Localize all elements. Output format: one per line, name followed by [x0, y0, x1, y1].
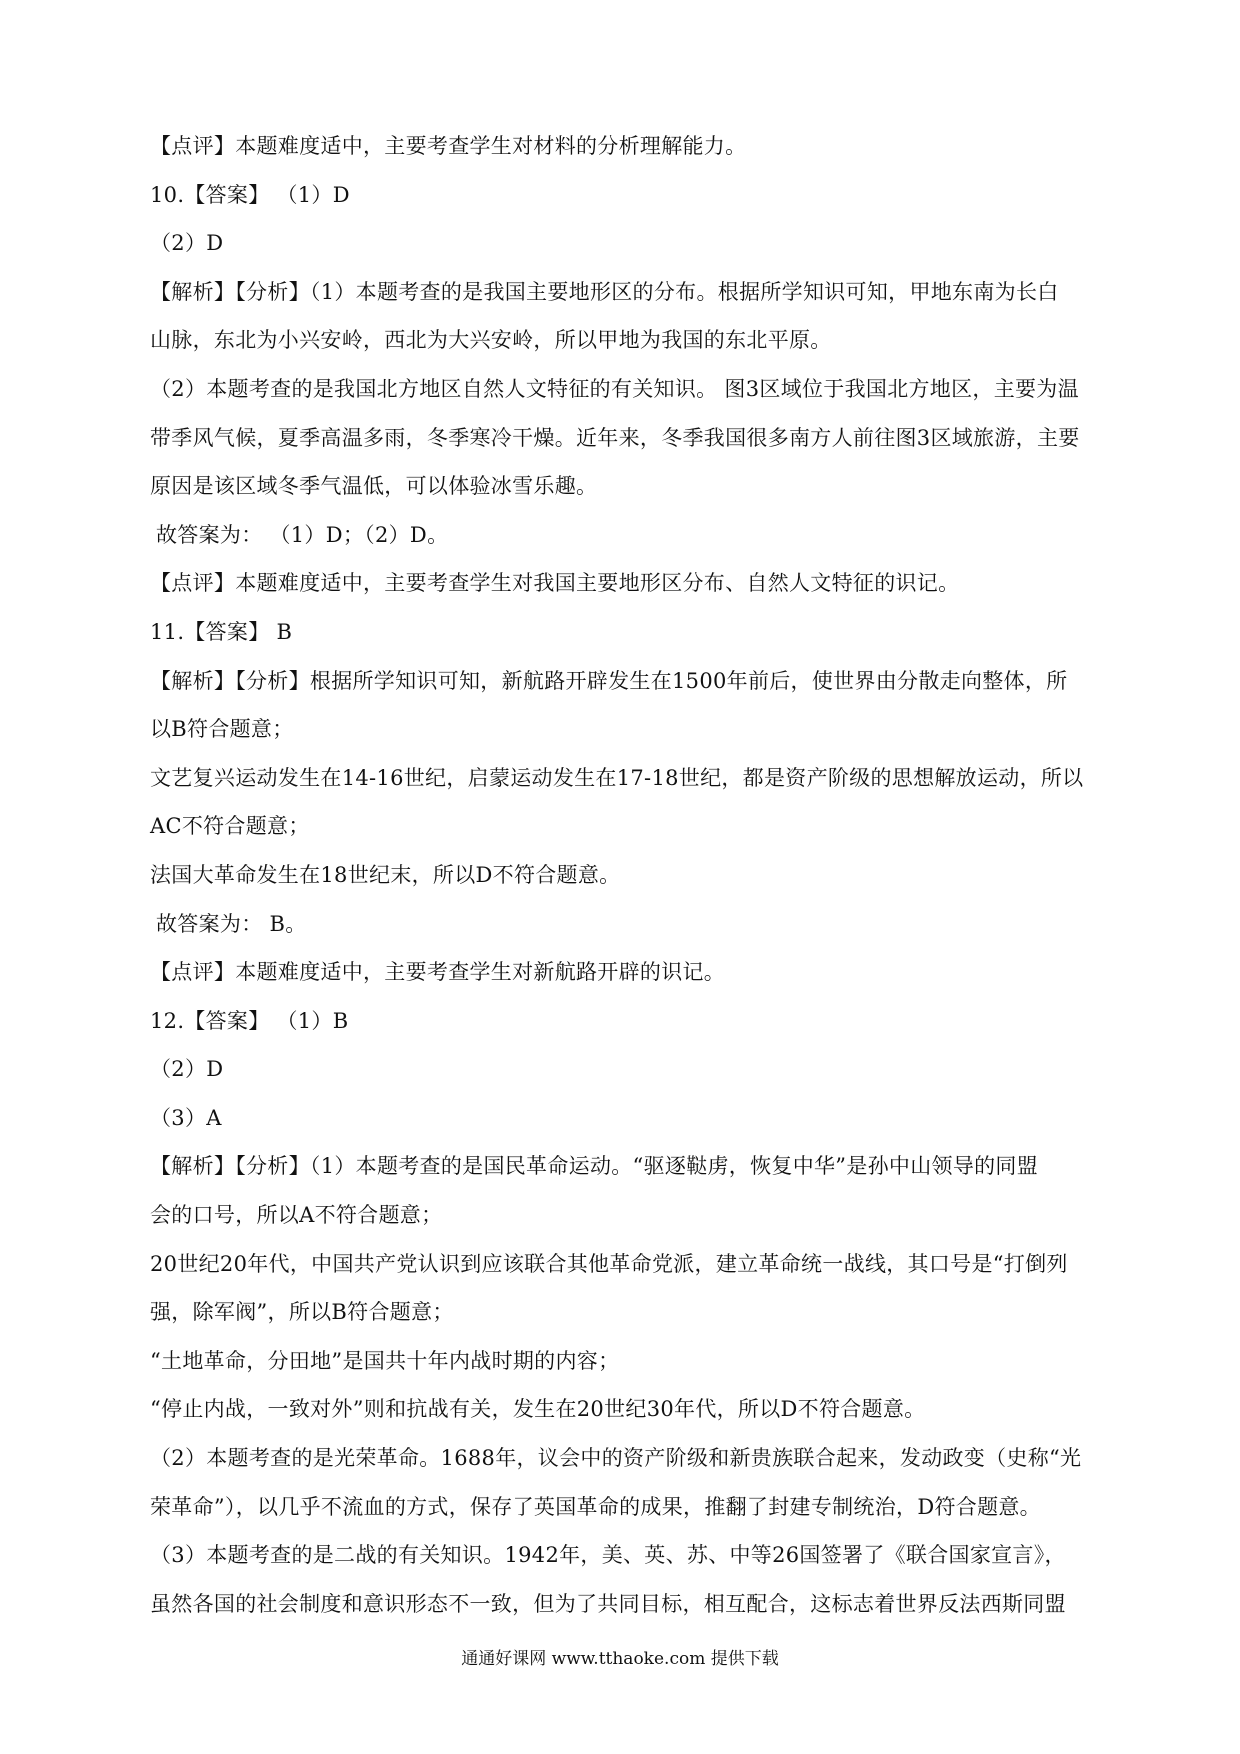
analysis-line: 荣革命”），以几乎不流血的方式，保存了英国革命的成果，推翻了封建专制统治，D符合题意。 — [150, 1494, 1041, 1519]
answer-heading-11: 11.【答案】 B — [150, 619, 293, 644]
analysis-line: 法国大革命发生在18世纪末，所以D不符合题意。 — [150, 862, 621, 887]
analysis-line: 虽然各国的社会制度和意识形态不一致，但为了共同目标，相互配合，这标志着世界反法西斯同盟 — [150, 1591, 1066, 1616]
analysis-line: 原因是该区域冬季气温低，可以体验冰雪乐趣。 — [150, 474, 598, 499]
analysis-line: 强，除军阀”，所以B符合题意； — [150, 1300, 454, 1325]
analysis-line: 会的口号，所以A不符合题意； — [150, 1203, 443, 1228]
analysis-line: 山脉，东北为小兴安岭，西北为大兴安岭，所以甲地为我国的东北平原。 — [150, 328, 832, 353]
analysis-line: 带季风气候，夏季高温多雨，冬季寒冷干燥。近年来，冬季我国很多南方人前往图3区域旅游，主要 — [150, 425, 1080, 450]
analysis-line: “土地革命，分田地”是国共十年内战时期的内容； — [150, 1348, 620, 1373]
analysis-line: （2）本题考查的是光荣革命。1688年，议会中的资产阶级和新贵族联合起来，发动政变（史称“光 — [150, 1446, 1082, 1471]
answer-line: （2）D — [150, 1057, 224, 1082]
answer-heading-12: 12.【答案】 （1）B — [150, 1008, 349, 1033]
comment-line: 【点评】本题难度适中，主要考查学生对新航路开辟的识记。 — [150, 960, 726, 985]
answer-line: （3）A — [150, 1105, 222, 1130]
analysis-line: （2）本题考查的是我国北方地区自然人文特征的有关知识。 图3区域位于我国北方地区，主要为温 — [150, 376, 1079, 401]
analysis-line: 【解析】【分析】根据所学知识可知，新航路开辟发生在1500年前后，使世界由分散走向整体，所 — [150, 668, 1068, 693]
analysis-line: 20世纪20年代，中国共产党认识到应该联合其他革命党派，建立革命统一战线，其口号是“打倒列 — [150, 1251, 1068, 1276]
page-footer: 通通好课网 www.tthaoke.com 提供下载 — [461, 1649, 779, 1669]
final-answer-line: 故答案为： （1）D；（2）D。 — [156, 522, 449, 547]
comment-line: 【点评】本题难度适中，主要考查学生对材料的分析理解能力。 — [150, 134, 747, 158]
analysis-line: “停止内战，一致对外”则和抗战有关，发生在20世纪30年代，所以D不符合题意。 — [150, 1397, 926, 1422]
analysis-line: 以B符合题意； — [150, 717, 294, 742]
analysis-line: 文艺复兴运动发生在14-16世纪，启蒙运动发生在17-18世纪，都是资产阶级的思想解放运动，所以 — [150, 765, 1084, 790]
comment-line: 【点评】本题难度适中，主要考查学生对我国主要地形区分布、自然人文特征的识记。 — [150, 571, 960, 596]
answer-line: （2）D — [150, 231, 224, 256]
analysis-line: 【解析】【分析】（1）本题考查的是我国主要地形区的分布。根据所学知识可知，甲地东南为长白 — [150, 279, 1059, 304]
analysis-line: 【解析】【分析】（1）本题考查的是国民革命运动。“驱逐鞑虏，恢复中华”是孙中山领导的同盟 — [150, 1154, 1039, 1179]
answer-text — [150, 122, 1100, 1628]
answer-heading-10: 10.【答案】 （1）D — [150, 182, 350, 207]
analysis-line: AC不符合题意； — [150, 814, 310, 839]
final-answer-line: 故答案为： B。 — [156, 911, 307, 936]
analysis-line: （3）本题考查的是二战的有关知识。1942年，美、英、苏、中等26国签署了《联合国家宣言》， — [150, 1543, 1066, 1568]
